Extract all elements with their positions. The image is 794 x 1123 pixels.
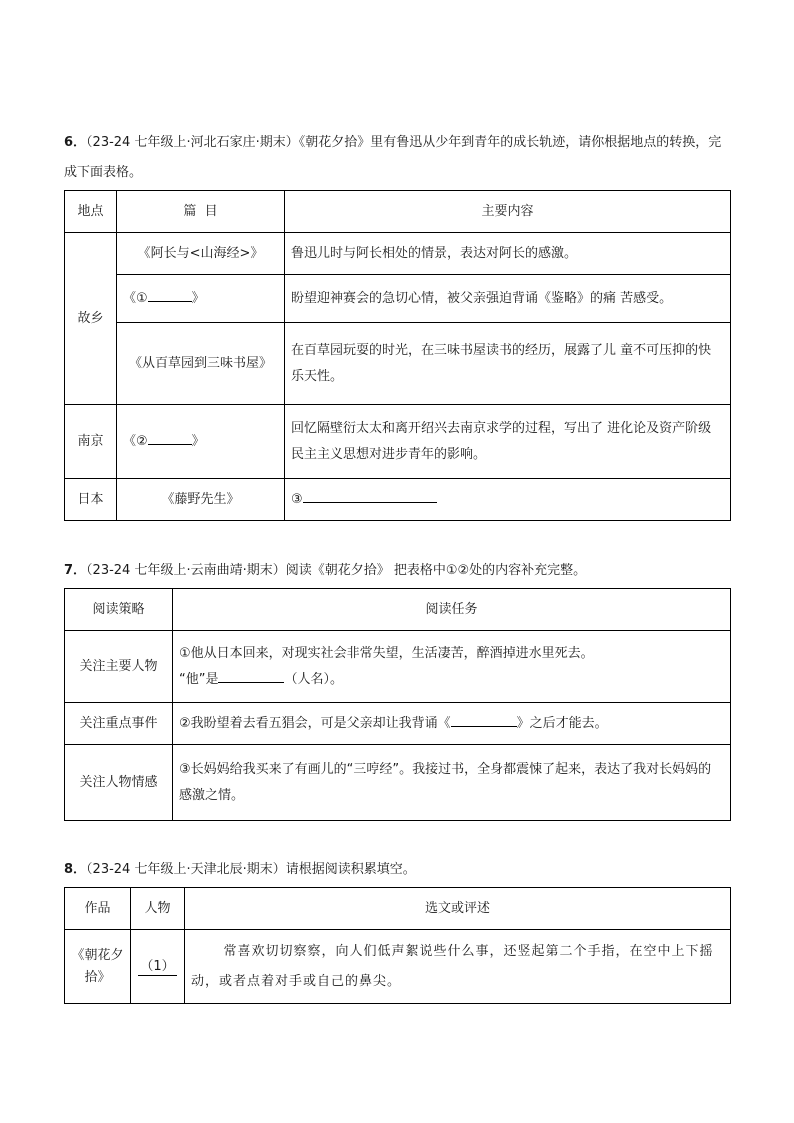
excerpt-cell: 常喜欢切切察察，向人们低声絮说些什么事，还竖起第二个手指，在空中上下摇动，或者点着对手或自己的鼻尖。	[185, 930, 731, 1004]
content-cell: 鲁迅儿时与阿长相处的情景，表达对阿长的感激。	[285, 233, 731, 275]
answer-blank-4[interactable]	[218, 668, 284, 683]
table-row	[65, 275, 731, 323]
header-place: 地点	[65, 191, 117, 233]
title-cell	[117, 405, 285, 479]
task-cell: ③长妈妈给我买来了有画儿的“三哼经”。我接过书，全身都震悚了起来，表达了我对长妈妈的感激之情。	[173, 745, 731, 821]
question-8-number: 8．	[64, 862, 87, 877]
task-line	[179, 667, 724, 693]
table-row	[65, 233, 731, 275]
content-cell: 盼望迎神赛会的急切心情，被父亲强迫背诵《鉴略》的痛 苦感受。	[285, 275, 731, 323]
person-cell[interactable]	[131, 930, 185, 1004]
question-6-text: （23-24 七年级上·河北石家庄·期末）《朝花夕拾》里有鲁迅从少年到青年的成长轨迹，请你根据地点的转换，完成下面表格。	[64, 135, 722, 180]
title-prefix: 《①	[123, 290, 148, 306]
question-8-stem	[64, 855, 730, 885]
question-8-text: （23-24 七年级上·天津北辰·期末）请根据阅读积累填空。	[86, 862, 416, 877]
answer-blank-1[interactable]	[148, 287, 192, 302]
header-person: 人物	[131, 888, 185, 930]
content-cell: 回忆隔壁衍太太和离开绍兴去南京求学的过程，写出了 进化论及资产阶级民主主义思想对进步青年的影响。	[285, 405, 731, 479]
header-task: 阅读任务	[173, 589, 731, 631]
strategy-cell: 关注主要人物	[65, 631, 173, 703]
content-prefix: ③	[291, 491, 303, 507]
answer-blank-6[interactable]: （1）	[140, 958, 175, 974]
task-line: ①他从日本回来，对现实社会非常失望，生活凄苦，醉酒掉进水里死去。	[179, 645, 594, 661]
task-prefix: ②我盼望着去看五猖会，可是父亲却让我背诵《	[179, 715, 451, 731]
table-row	[65, 405, 731, 479]
task-cell	[173, 703, 731, 745]
work-cell: 《朝花夕拾》	[65, 930, 131, 1004]
table-row	[65, 479, 731, 521]
header-title: 篇 目	[117, 191, 285, 233]
title-cell	[117, 275, 285, 323]
task-suffix: 》之后才能去。	[516, 715, 608, 731]
header-strategy: 阅读策略	[65, 589, 173, 631]
question-7-number: 7．	[64, 563, 87, 578]
title-suffix: 》	[191, 433, 205, 449]
strategy-cell: 关注重点事件	[65, 703, 173, 745]
question-7-text: （23-24 七年级上·云南曲靖·期末）阅读《朝花夕拾》 把表格中①②处的内容补充完整。	[86, 563, 587, 578]
content-cell: 在百草园玩耍的时光，在三味书屋读书的经历，展露了儿 童不可压抑的快乐天性。	[285, 323, 731, 405]
content-cell	[285, 479, 731, 521]
question-8	[64, 855, 730, 1004]
task-prefix: “他”是	[179, 671, 219, 687]
question-8-table	[64, 887, 731, 1004]
title-cell: 《藤野先生》	[117, 479, 285, 521]
place-cell: 南京	[65, 405, 117, 479]
question-7-table	[64, 588, 731, 821]
answer-blank-3[interactable]	[303, 488, 437, 503]
question-6-table	[64, 190, 731, 521]
question-6	[64, 128, 730, 521]
header-content: 主要内容	[285, 191, 731, 233]
place-cell: 日本	[65, 479, 117, 521]
answer-blank-5[interactable]	[451, 712, 517, 727]
strategy-cell: 关注人物情感	[65, 745, 173, 821]
header-excerpt: 选文或评述	[185, 888, 731, 930]
table-row	[65, 745, 731, 821]
header-work: 作品	[65, 888, 131, 930]
table-row	[65, 703, 731, 745]
title-cell: 《从百草园到三味书屋》	[117, 323, 285, 405]
answer-blank-2[interactable]	[148, 430, 192, 445]
question-7-stem	[64, 556, 730, 586]
table-row	[65, 323, 731, 405]
title-prefix: 《②	[123, 433, 148, 449]
table-row	[65, 631, 731, 703]
title-cell: 《阿长与<山海经>》	[117, 233, 285, 275]
question-7	[64, 556, 730, 821]
task-suffix: （人名）。	[284, 671, 343, 687]
table-row	[65, 930, 731, 1004]
question-6-stem	[64, 128, 730, 188]
task-cell	[173, 631, 731, 703]
title-suffix: 》	[191, 290, 205, 306]
question-6-number: 6．	[64, 135, 87, 150]
place-cell: 故乡	[65, 233, 117, 405]
